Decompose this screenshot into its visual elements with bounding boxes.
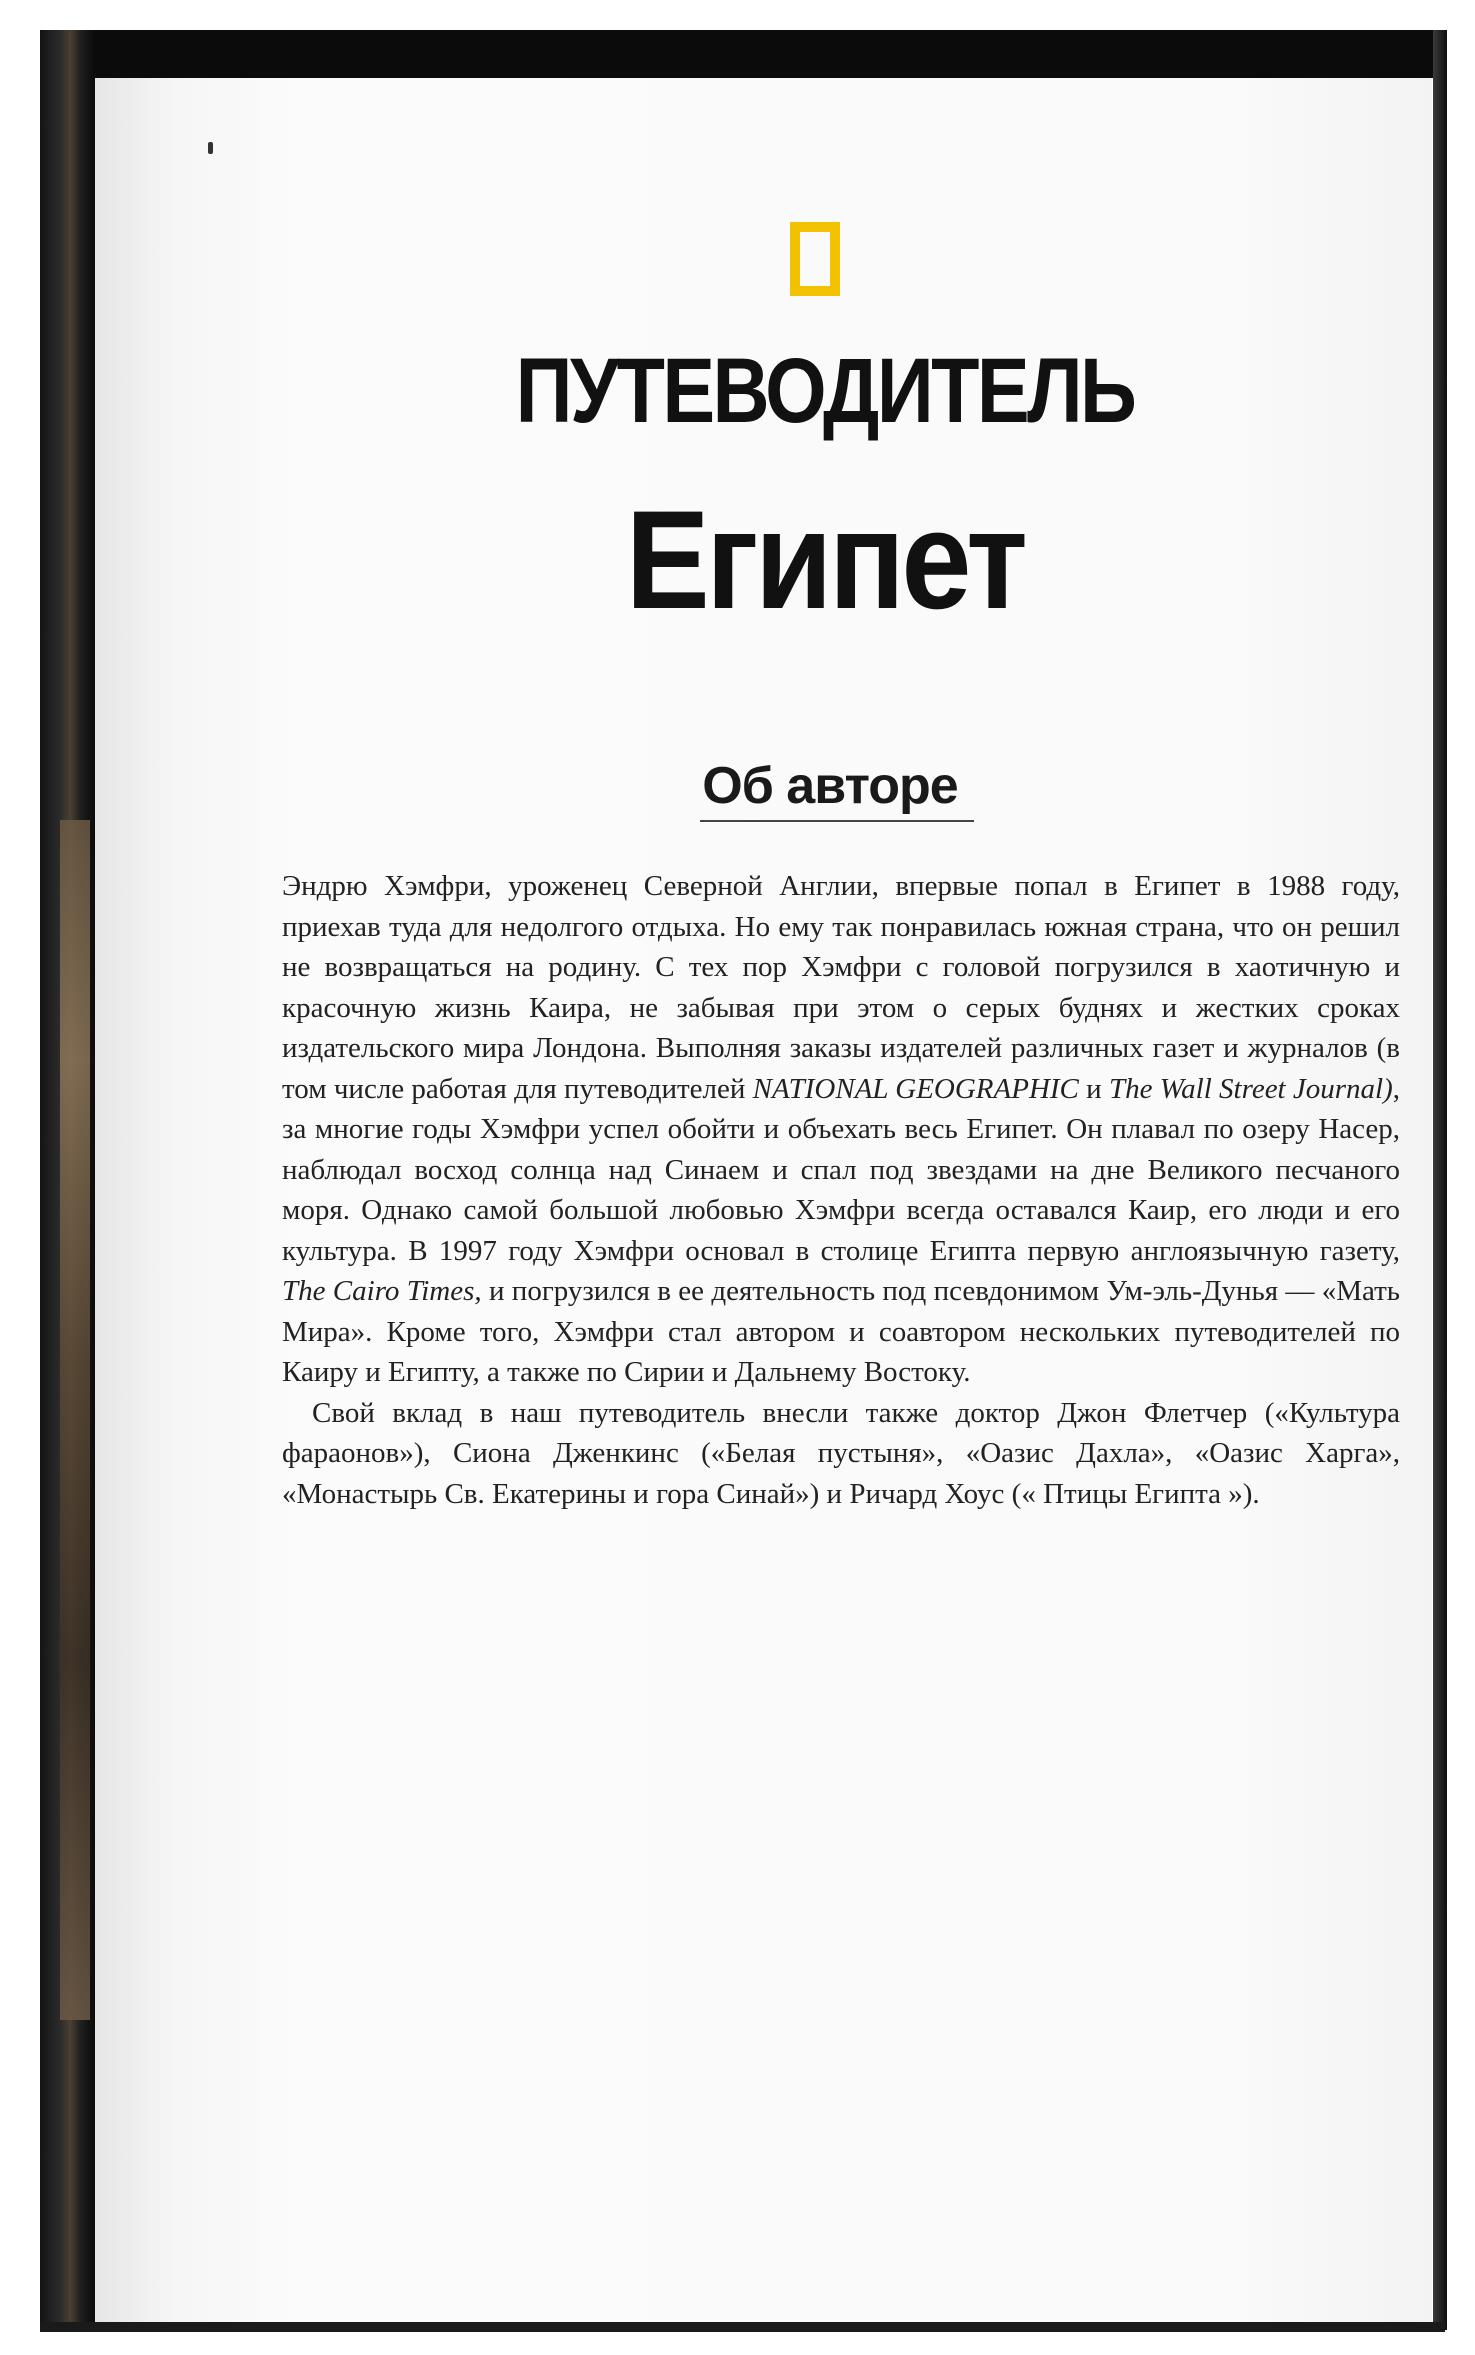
series-title: ПУТЕВОДИТЕЛЬ xyxy=(515,340,1135,442)
spine-cover-photo xyxy=(60,820,90,2020)
scanner-border-right xyxy=(1433,30,1447,2330)
paragraph-contributors: Свой вклад в наш путеводитель внесли также доктор Джон Флетчер («Культура фараонов»), Сиона Дженкинс («Белая пустыня», «Оазис Дахла», «Оазис Харга», «Монастырь Св. Екатерины и гора Синай») и Ричард Хоус (« Птицы Египта »). xyxy=(282,1396,1400,1510)
scanner-border-top xyxy=(40,30,1445,78)
scanner-border-bottom xyxy=(40,2322,1445,2332)
bio-text-part-3: , за многие годы Хэмфри успел обойти и объехать весь Египет. Он плавал по озеру Насер, наблюдал восход солнца над Синаем и спал под звездами на дне Великого песчаного моря. Однако самой большой любовью Хэмфри всегда оставался Каир, его люди и его культура. В 1997 году Хэмфри основал в столице Египта первую англоязычную газету, xyxy=(282,1072,1400,1267)
bio-italic-national-geographic: NATIONAL GEOGRAPHIC xyxy=(752,1072,1079,1105)
heading-underline xyxy=(700,820,974,822)
paragraph-author-bio xyxy=(282,866,1400,1393)
scan-speck xyxy=(208,142,213,154)
bio-text-part-2: и xyxy=(1078,1072,1109,1105)
bio-italic-cairo-times: The Cairo Times, xyxy=(282,1275,482,1307)
bio-italic-wsj: The Wall Street Journal) xyxy=(1108,1072,1393,1105)
section-heading: Об авторе xyxy=(702,757,958,815)
bio-text-part-4: и погрузился в ее деятельность под псевдонимом Ум-эль-Дунья — «Мать Мира». Кроме того, Хэмфри стал автором и соавтором нескольких путеводителей по Каиру и Египту, а также по Сирии и Дальнему Востоку. xyxy=(282,1275,1401,1388)
bio-text-part-1: Эндрю Хэмфри, уроженец Северной Англии, впервые попал в Египет в 1988 году, приехав туда для недолгого отдыха. Но ему так понравилась южная страна, что он решил не возвращаться на родину. С тех пор Хэмфри с головой погрузился в хаотичную и красочную жизнь Каира, не забывая при этом о серых буднях и жестких сроках издательского мира Лондона. Выполняя заказы издателей различных газет и журналов (в том числе работая для путеводителей xyxy=(282,870,1400,1105)
country-title: Египет xyxy=(625,481,1025,638)
yellow-border-logo-icon xyxy=(790,222,840,296)
about-author-text xyxy=(282,866,1400,1514)
